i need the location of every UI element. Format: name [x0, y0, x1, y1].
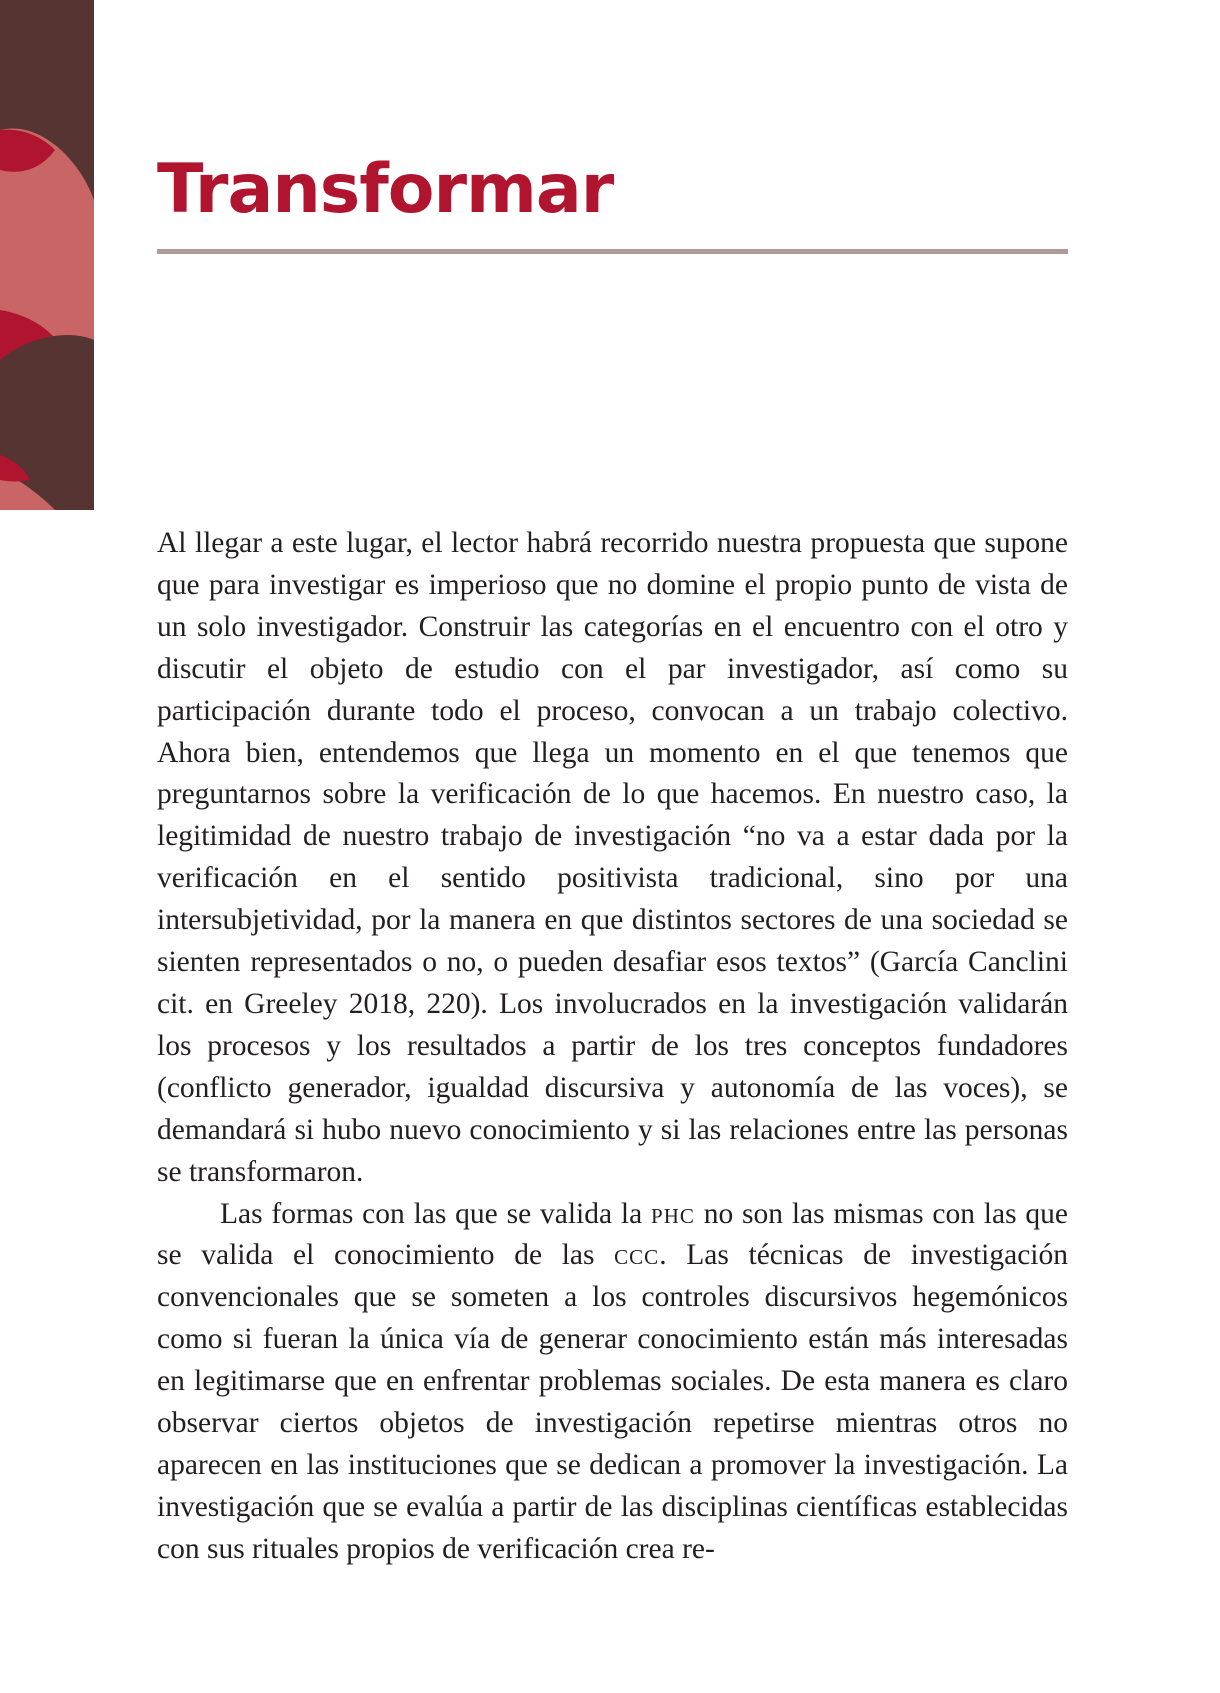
decorative-side-graphic	[0, 0, 94, 510]
paragraph-2-text: no son las mismas con las que se valida el conocimiento de las	[157, 1197, 1068, 1272]
abbreviation-ccc: ccc	[614, 1239, 660, 1272]
paragraph-2-text: Las formas con las que se valida la	[220, 1197, 652, 1230]
paragraph-1: Al llegar a este lugar, el lector habrá recorrido nuestra propuesta que supone que para investigar es imperioso que no domine el propio punto de vista de un solo investigador. Construir las categorías en el encuentro con el otro y discutir el objeto de estudio con el par investigador, así como su participación durante todo el proceso, convocan a un trabajo colectivo. Ahora bien, entendemos que llega un momento en el que tenemos que preguntarnos sobre la verificación de lo que hacemos. En nuestro caso, la legitimidad de nuestro trabajo de investigación “no va a estar dada por la verificación en el sentido positivista tradicional, sino por una intersubjetividad, por la manera en que distintos sectores de una sociedad se sienten representados o no, o pueden desafiar esos textos” (García Canclini cit. en Greeley 2018, 220). Los involucrados en la investigación validarán los procesos y los resultados a partir de los tres conceptos fundadores (conflicto generador, igualdad discursiva y autonomía de las voces), se demandará si hubo nuevo conocimiento y si las relaciones entre las personas se transformaron.	[157, 527, 1068, 1188]
body-text	[157, 523, 1068, 1571]
title-divider	[157, 249, 1068, 254]
page-title: Transformar	[157, 150, 614, 229]
paragraph-2	[157, 1194, 1068, 1571]
paragraph-2-text: . Las técnicas de investigación convencionales que se someten a los controles discursivos hegemónicos como si fueran la única vía de generar conocimiento están más interesadas en legitimarse que en enfrentar problemas sociales. De esta manera es claro observar ciertos objetos de investigación repetirse mientras otros no aparecen en las instituciones que se dedican a promover la investigación. La investigación que se evalúa a partir de las disciplinas científicas establecidas con sus rituales propios de verificación crea re-	[157, 1239, 1069, 1565]
abbreviation-phc: phc	[651, 1197, 695, 1230]
